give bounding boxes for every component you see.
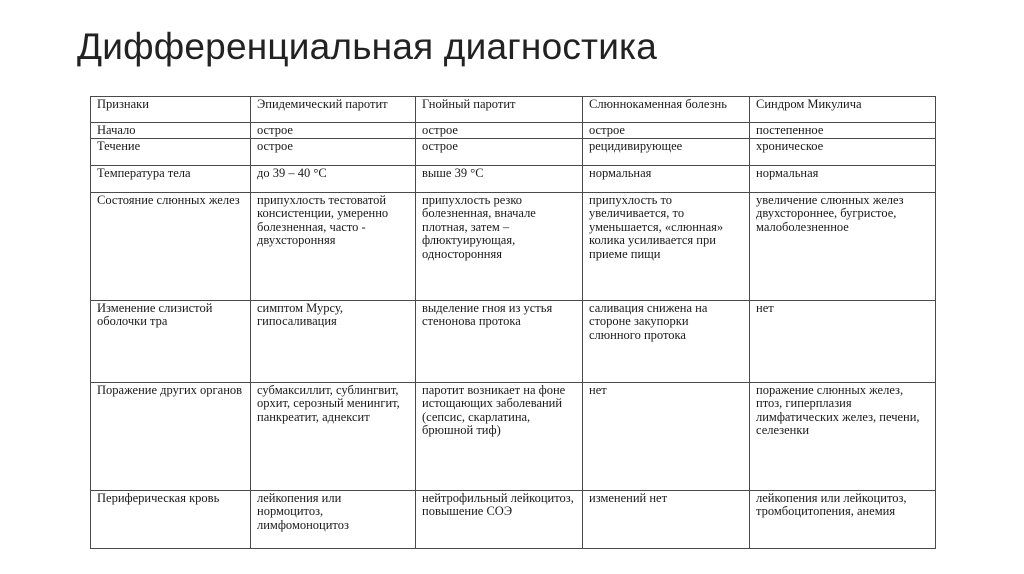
table-cell: субмаксиллит, сублингвит, орхит, серозный менингит, панкреатит, аднексит bbox=[251, 382, 416, 490]
table-row bbox=[91, 192, 936, 300]
table-cell: поражение слюнных желез, птоз, гиперплазия лимфатических желез, печени, селезенки bbox=[750, 382, 936, 490]
table-cell: Течение bbox=[91, 138, 251, 165]
table-row bbox=[91, 123, 936, 139]
table-cell: саливация снижена на стороне закупорки слюнного протока bbox=[583, 300, 750, 382]
table-cell: лейкопения или нормоцитоз, лимфомоноцитоз bbox=[251, 490, 416, 548]
table-cell: выделение гноя из устья стенонова протока bbox=[416, 300, 583, 382]
table-cell: нет bbox=[583, 382, 750, 490]
table-cell: нейтрофильный лейкоцитоз, повышение СОЭ bbox=[416, 490, 583, 548]
table-cell: острое bbox=[583, 123, 750, 139]
header-cell: Слюннокаменная болезнь bbox=[583, 97, 750, 123]
table-row bbox=[91, 382, 936, 490]
table-cell: острое bbox=[416, 123, 583, 139]
table-cell: Температура тела bbox=[91, 165, 251, 192]
header-cell: Синдром Микулича bbox=[750, 97, 936, 123]
table-row bbox=[91, 165, 936, 192]
table-cell: острое bbox=[251, 138, 416, 165]
table-cell: нормальная bbox=[750, 165, 936, 192]
table-cell: паротит возникает на фоне истощающих заболеваний (сепсис, скарлатина, брюшной тиф) bbox=[416, 382, 583, 490]
table-cell: припухлость то увеличивается, то уменьшается, «слюнная» колика усиливается при приеме пищи bbox=[583, 192, 750, 300]
table-cell: Периферическая кровь bbox=[91, 490, 251, 548]
table-cell: постепенное bbox=[750, 123, 936, 139]
table-cell: нет bbox=[750, 300, 936, 382]
table-cell: симптом Мурсу, гипосаливация bbox=[251, 300, 416, 382]
table-cell: острое bbox=[416, 138, 583, 165]
table-header-row bbox=[91, 97, 936, 123]
header-cell: Признаки bbox=[91, 97, 251, 123]
table-cell: Изменение слизистой оболочки тра bbox=[91, 300, 251, 382]
table-cell: до 39 – 40 °С bbox=[251, 165, 416, 192]
header-cell: Эпидемический паротит bbox=[251, 97, 416, 123]
table-cell: Состояние слюнных желез bbox=[91, 192, 251, 300]
table-cell: припухлость тестоватой консистенции, умеренно болезненная, часто - двухсторонняя bbox=[251, 192, 416, 300]
table-cell: припухлость резко болезненная, вначале плотная, затем – флюктуирующая, односторонняя bbox=[416, 192, 583, 300]
table-cell: рецидивирующее bbox=[583, 138, 750, 165]
table-cell: хроническое bbox=[750, 138, 936, 165]
table-cell: острое bbox=[251, 123, 416, 139]
table-cell: выше 39 °С bbox=[416, 165, 583, 192]
table-row bbox=[91, 300, 936, 382]
table-cell: лейкопения или лейкоцитоз, тромбоцитопения, анемия bbox=[750, 490, 936, 548]
table-row bbox=[91, 490, 936, 548]
differential-diagnosis-table bbox=[90, 96, 936, 549]
diagnosis-table-frame bbox=[90, 96, 935, 548]
table-cell: увеличение слюнных желез двухстороннее, бугристое, малоболезненное bbox=[750, 192, 936, 300]
table-row bbox=[91, 138, 936, 165]
slide-title: Дифференциальная диагностика bbox=[77, 26, 658, 67]
table-cell: нормальная bbox=[583, 165, 750, 192]
table-cell: Поражение других органов bbox=[91, 382, 251, 490]
table-cell: изменений нет bbox=[583, 490, 750, 548]
header-cell: Гнойный паротит bbox=[416, 97, 583, 123]
table-cell: Начало bbox=[91, 123, 251, 139]
